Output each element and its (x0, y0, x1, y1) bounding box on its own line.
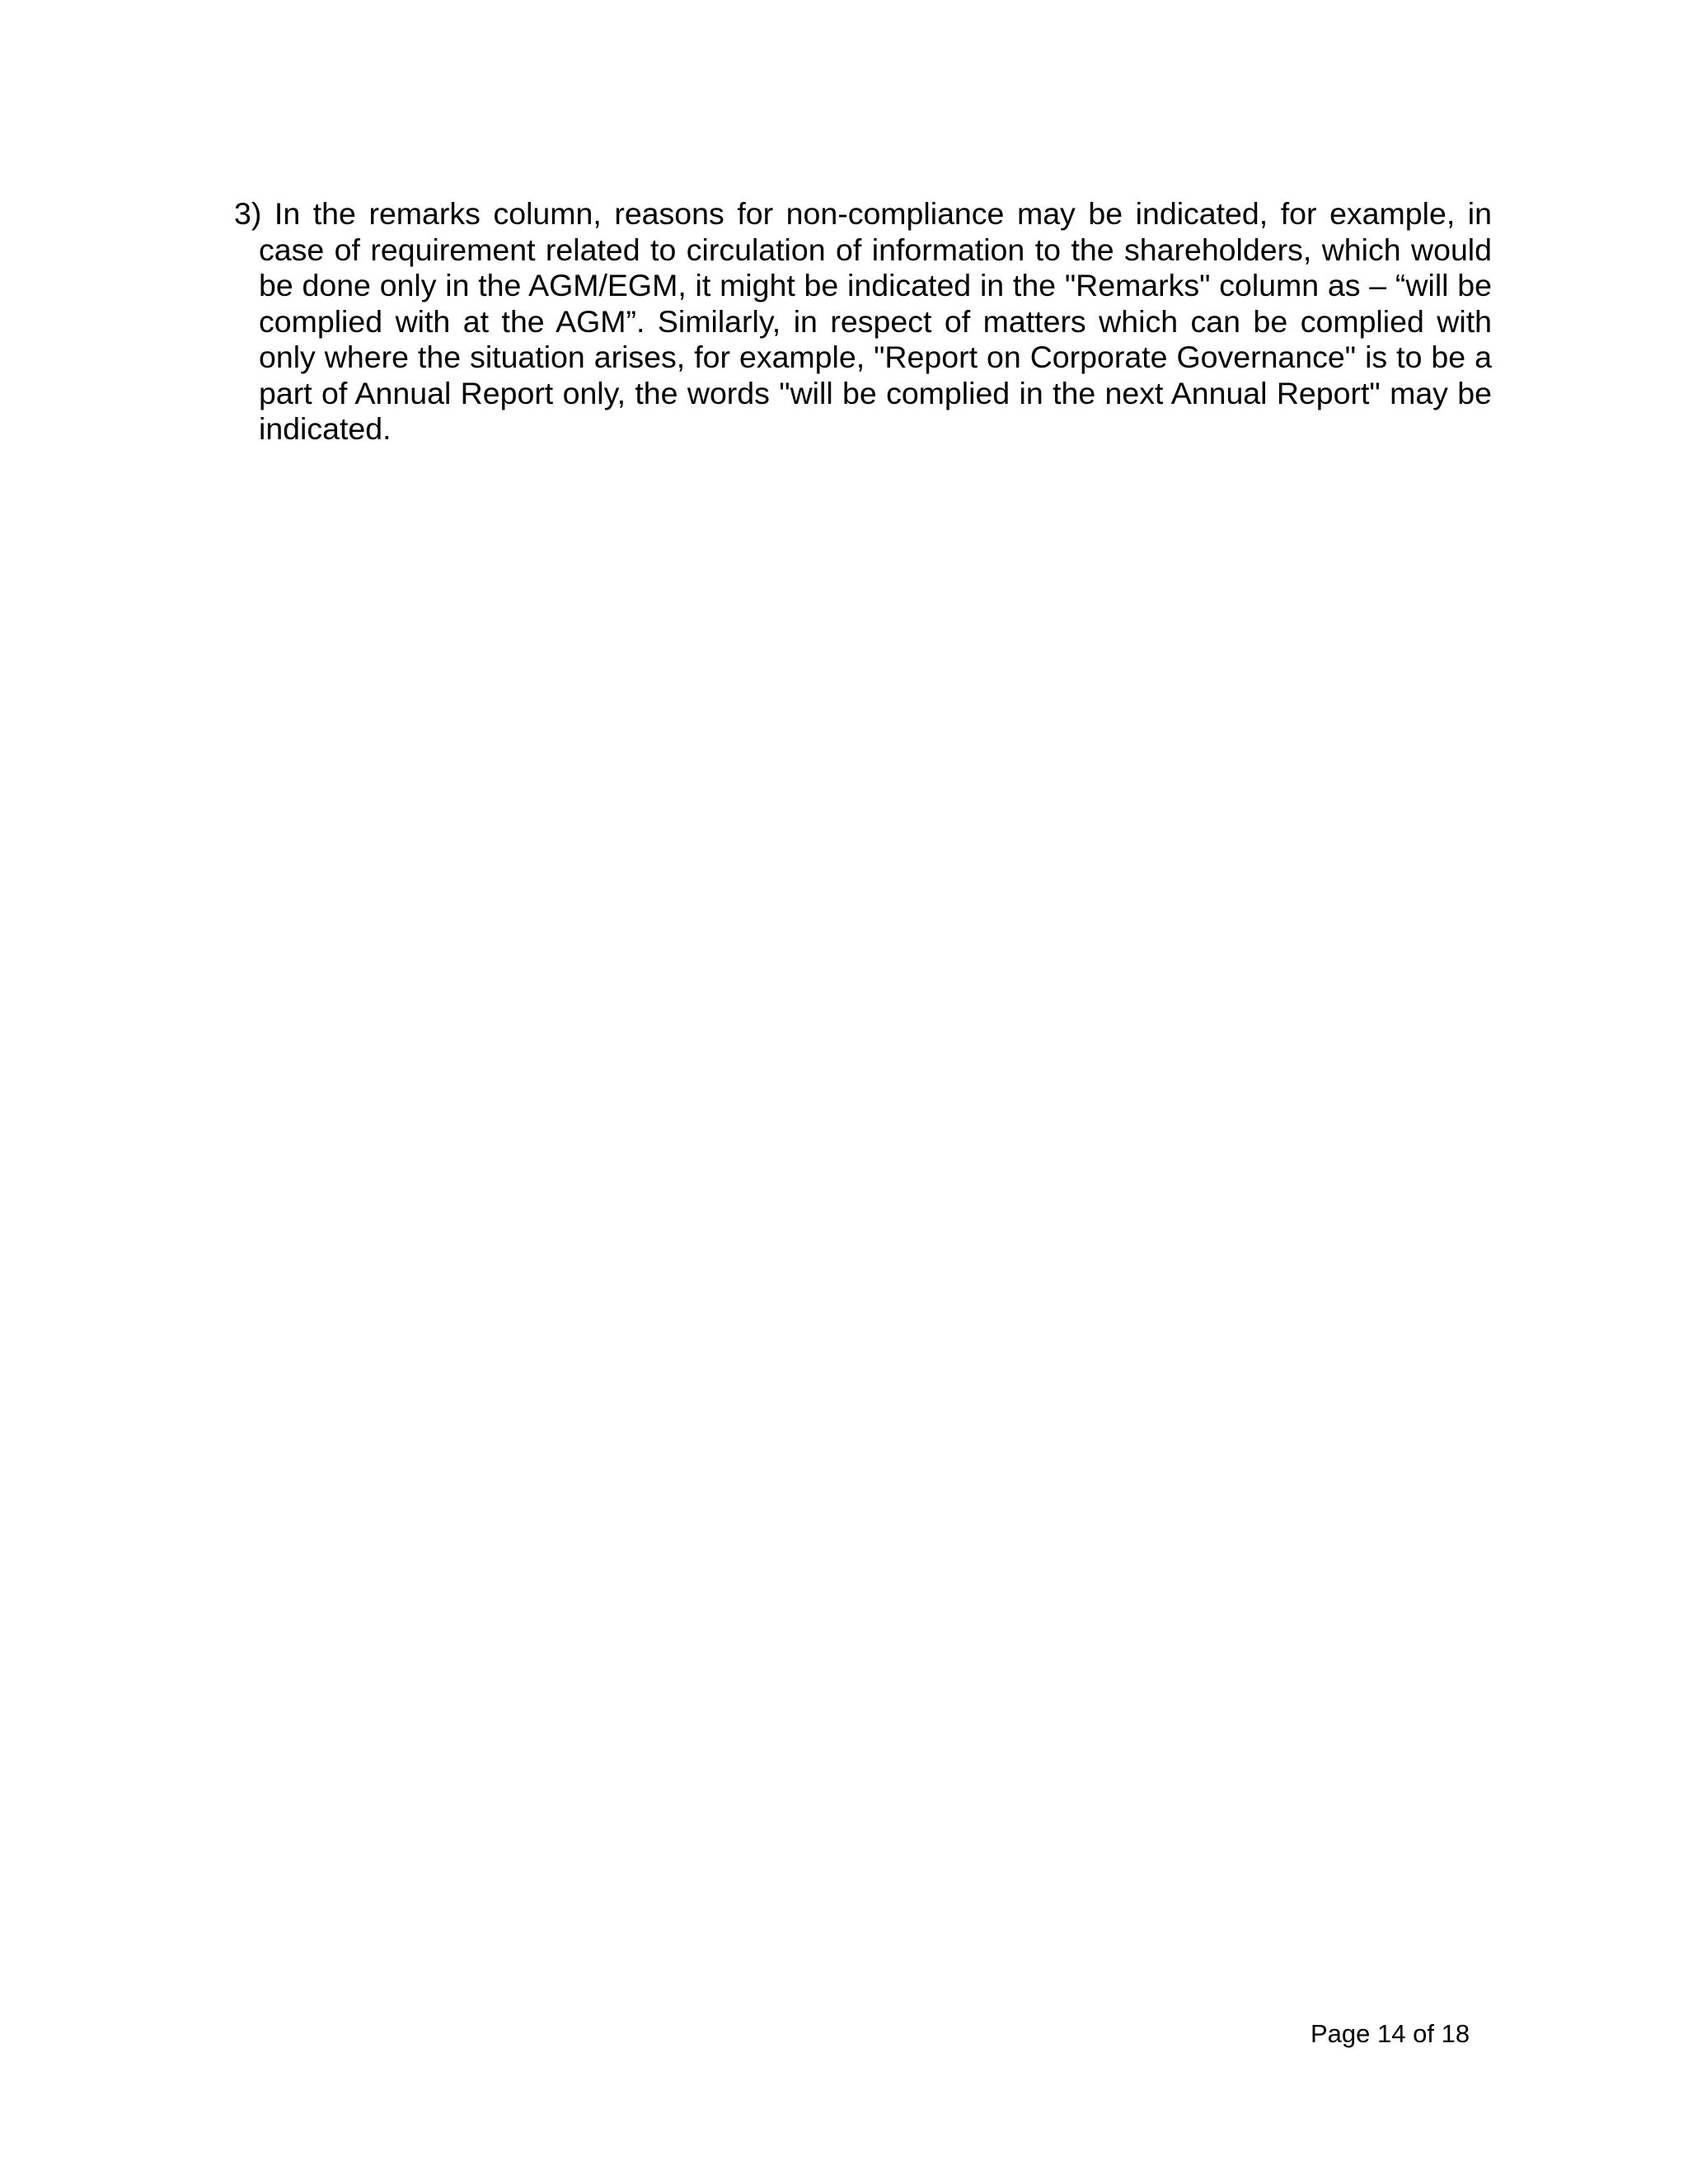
numbered-note (236, 196, 1492, 448)
note-number: 3) (234, 196, 262, 231)
note-text: In the remarks column, reasons for non-compliance may be indicated, for example, in case of requirement related to circulation of information to the shareholders, which would be done only in the AGM/EGM, it might be indicated in the "Remarks" column as – “will be complied with at the AGM”. Similarly, in respect of matters which can be complied with only where the situation arises, for example, "Report on Corporate Governance" is to be a part of Annual Report only, the words "will be complied in the next Annual Report" may be indicated. (259, 196, 1492, 446)
page-number: Page 14 of 18 (1311, 2019, 1470, 2048)
